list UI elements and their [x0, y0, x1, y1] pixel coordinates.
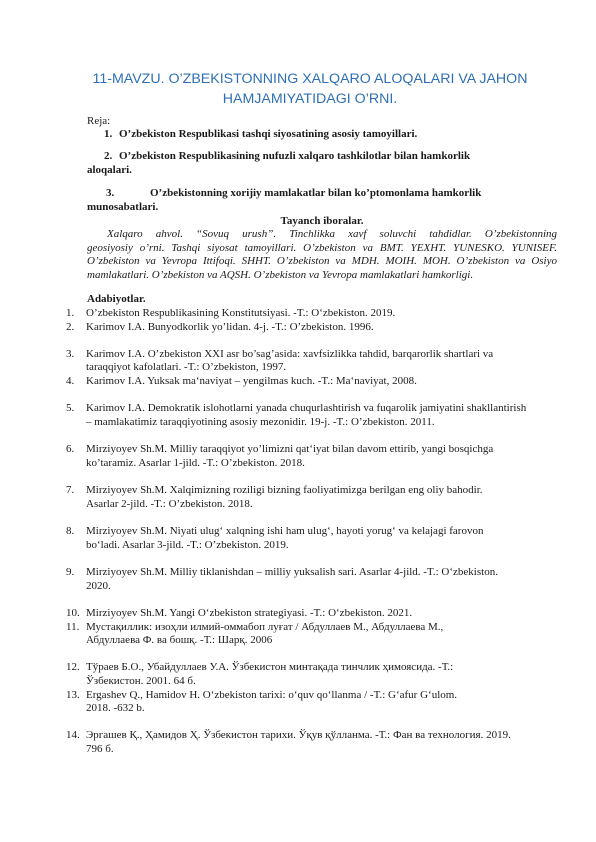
- reference-number: 7.: [66, 484, 75, 496]
- reference-number: 4.: [66, 375, 75, 387]
- plan-item-3-number: 3.: [106, 187, 115, 199]
- keywords-line-2: geosiyosiy o’rni. Tashqi siyosat tamoyillari. O’zbekiston va BMT. YEXHT. YUNESKO. YUNISEF.: [87, 242, 557, 254]
- reference-text: Mirziyoyev Sh.M. Milliy taraqqiyot yo’limizni qat‘iyat bilan davom ettirib, yangi bosqichga: [86, 443, 494, 455]
- keywords-line-3: O’zbekiston va Yevropa Ittifoqi. SHHT. O’zbekiston va MDH. MOIH. MOH. O’zbekiston va Osiyo: [87, 255, 557, 267]
- reference-text: Мустақиллик: изоҳли илмий-оммабоп луғат / Абдуллаев М., Абдуллаева М.,: [86, 621, 444, 633]
- reference-text-cont: taraqqiyot kafolatlari. -T.: O’zbekiston, 1997.: [86, 361, 287, 373]
- reference-number: 10.: [66, 607, 80, 619]
- reference-text-cont: Asarlar 2-jild. -T.: O’zbekiston. 2018.: [86, 498, 253, 510]
- references-heading: Adabiyotlar.: [87, 293, 146, 305]
- plan-item-1-number: 1.: [104, 128, 113, 140]
- reference-text-cont: 2018. -632 b.: [86, 702, 145, 714]
- reference-text-cont: – mamlakatimiz taraqqiyotining asosiy mezonidir. 19-j. -T.: O’zbekiston. 2011.: [86, 416, 435, 428]
- reference-number: 6.: [66, 443, 75, 455]
- reference-text: O’zbekiston Respublikasining Konstitutsiyasi. -T.: O‘zbekiston. 2019.: [86, 307, 396, 319]
- page-title-line-1: 11-MAVZU. O’ZBEKISTONNING XALQARO ALOQALARI VA JAHON: [92, 71, 528, 87]
- reference-text-cont: ko’taramiz. Asarlar 1-jild. -T.: O’zbekiston. 2018.: [86, 457, 305, 469]
- reference-number: 8.: [66, 525, 75, 537]
- page-title-line-2: HAMJAMIYATIDAGI O’RNI.: [222, 91, 398, 107]
- plan-item-2-text: O’zbekiston Respublikasining nufuzli xalqaro tashkilotlar bilan hamkorlik: [119, 150, 471, 162]
- reference-number: 1.: [66, 307, 75, 319]
- reference-text-cont: 2020.: [86, 580, 111, 592]
- reference-text: Mirziyoyev Sh.M. Milliy tiklanishdan – milliy yuksalish sari. Asarlar 4-jild. -T.: O‘zbekiston.: [86, 566, 498, 578]
- plan-item-3-text-cont: munosabatlari.: [87, 201, 159, 213]
- reference-number: 5.: [66, 402, 75, 414]
- reference-text: Karimov I.A. O’zbekiston XXI asr bo’sag’asida: xavfsizlikka tahdid, barqarorlik shartlari va: [86, 348, 494, 360]
- reference-number: 3.: [66, 348, 75, 360]
- reference-text: Karimov I.A. Bunyodkorlik yo’lidan. 4-j. -T.: O’zbekiston. 1996.: [86, 321, 374, 333]
- plan-item-3-text: O’zbekistonning xorijiy mamlakatlar bilan ko’ptomonlama hamkorlik: [150, 187, 482, 199]
- reference-text: Mirziyoyev Sh.M. Niyati ulug‘ xalqning ishi ham ulug‘, hayoti yorug‘ va kelajagi farovon: [86, 525, 484, 537]
- reference-text-cont: Абдуллаева Ф. ва бошқ. -Т.: Шарқ. 2006: [86, 634, 273, 646]
- reference-text-cont: 796 б.: [86, 743, 114, 755]
- reference-text: Mirziyoyev Sh.M. Yangi O‘zbekiston strategiyasi. -T.: O‘zbekiston. 2021.: [86, 607, 413, 619]
- reference-number: 13.: [66, 689, 80, 701]
- reference-text: Тўраев Б.О., Убайдуллаев У.А. Ўзбекистон минтақада тинчлик ҳимоясида. -Т.:: [86, 661, 454, 673]
- plan-item-1-text: O’zbekiston Respublikasi tashqi siyosatining asosiy tamoyillari.: [119, 128, 418, 140]
- reference-number: 14.: [66, 729, 80, 741]
- plan-item-2-text-cont: aloqalari.: [87, 164, 132, 176]
- plan-item-2-number: 2.: [104, 150, 113, 162]
- reference-text: Эргашев Қ., Ҳамидов Ҳ. Ўзбекистон тарихи. Ўқув қўлланма. -Т.: Фан ва технология. 2019.: [86, 729, 511, 741]
- reference-number: 12.: [66, 661, 80, 673]
- reference-text-cont: bo‘ladi. Asarlar 3-jild. -T.: O’zbekiston. 2019.: [86, 539, 289, 551]
- keywords-line-1: Xalqaro ahvol. “Sovuq urush”. Tinchlikka xavf soluvchi tahdidlar. O’zbekistonning: [107, 228, 557, 240]
- reference-number: 9.: [66, 566, 75, 578]
- plan-label: Reja:: [87, 115, 111, 127]
- reference-text: Mirziyoyev Sh.M. Xalqimizning roziligi bizning faoliyatimizga berilgan eng oliy bahodir.: [86, 484, 483, 496]
- reference-text: Karimov I.A. Demokratik islohotlarni yanada chuqurlashtirish va fuqarolik jamiyatini shakllantirish: [86, 402, 527, 414]
- keywords-line-4: mamlakatlari. O’zbekiston va AQSH. O’zbekiston va Yevropa mamlakatlari hamkorligi.: [87, 269, 474, 281]
- reference-text: Karimov I.A. Yuksak ma‘naviyat – yengilmas kuch. -T.: Ma‘naviyat, 2008.: [86, 375, 417, 387]
- keywords-heading: Tayanch iboralar.: [280, 215, 364, 227]
- reference-text: Ergashev Q., Hamidov H. O‘zbekiston tarixi: o‘quv qo‘llanma / -T.: G‘afur G‘ulom.: [86, 689, 458, 701]
- reference-number: 11.: [66, 621, 80, 633]
- reference-text-cont: Ўзбекистон. 2001. 64 б.: [86, 675, 196, 687]
- reference-number: 2.: [66, 321, 75, 333]
